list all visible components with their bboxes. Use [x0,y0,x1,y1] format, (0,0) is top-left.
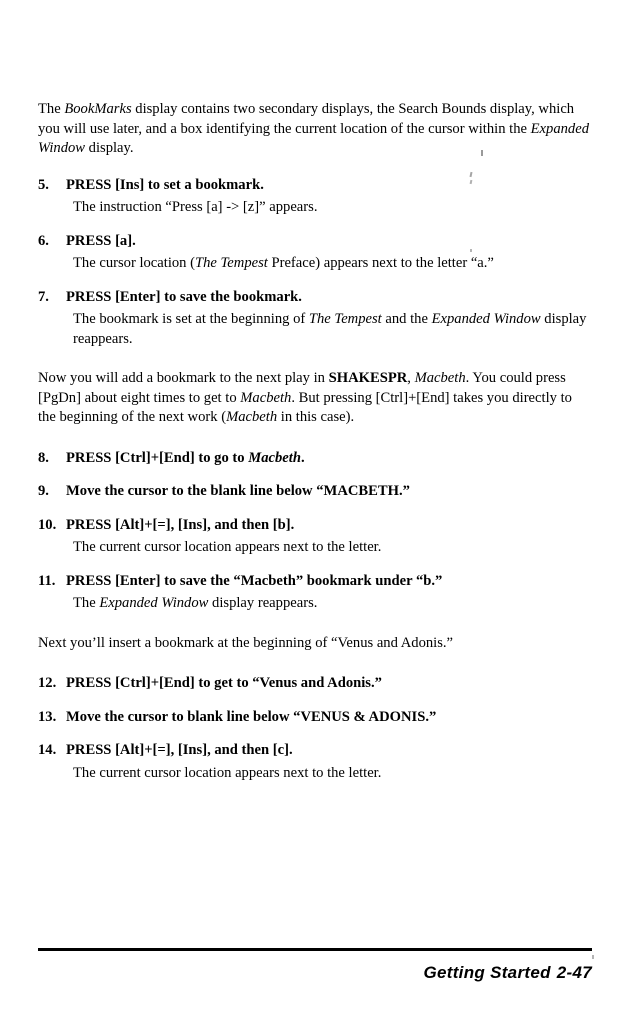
footer-title: Getting Started [423,963,551,982]
intro-seg3: display contains two secondary displays, the Search Bounds display, which you will use later, and a box identifying the current location of the cursor within the [38,101,575,137]
step-10-heading: PRESS [Alt]+[=], [Ins], and then [b]. [66,516,295,533]
mid-seg2-bold: SHAKESPR [328,370,408,386]
mid-seg1: Now you will add a bookmark to the next play in [38,370,329,386]
step-5-number: 5. [38,176,49,193]
step-12-number: 12. [38,675,57,691]
intro-seg2-italic: BookMarks [64,101,132,117]
step-11-body [73,594,592,614]
step-7-heading: PRESS [Enter] to save the bookmark. [66,288,302,305]
step-11-heading-row [38,572,592,592]
step-7-body-seg1: The bookmark is set at the beginning of [73,311,309,327]
step-6-body-seg1: The cursor location ( [73,255,195,271]
step-5-body: The instruction “Press [a] -> [z]” appears. [73,199,318,215]
step-6-body-seg2-italic: The Tempest [194,255,268,271]
step-14 [38,741,592,783]
mid-seg7: . But pressing [Ctrl]+[End] takes you directly to the beginning of the next work ( [38,389,572,425]
step-14-body: The current cursor location appears next to the letter. [73,764,382,781]
step-8-number: 8. [38,449,49,466]
step-6-heading: PRESS [a]. [66,232,136,249]
step-13 [38,708,592,728]
step-8-heading-row [38,449,592,469]
step-5 [38,176,592,218]
step-5-heading-row [38,176,592,196]
step-8-heading-seg2-italic: Macbeth [248,449,301,466]
step-14-heading: PRESS [Alt]+[=], [Ins], and then [c]. [66,742,293,758]
step-6-number: 6. [38,232,49,249]
mid-seg9: in this case). [277,409,355,425]
step-7 [38,288,592,350]
step-8-heading-seg1: PRESS [Ctrl]+[End] to go to [66,449,249,466]
step-9-heading-row [38,482,592,502]
step-7-heading-row [38,288,592,308]
spacer [38,440,592,449]
footer-divider [38,948,592,951]
step-6 [38,232,592,274]
mid-seg8-italic: Macbeth [226,409,278,425]
step-12-heading-row [38,674,592,694]
step-11-heading: PRESS [Enter] to save the “Macbeth” bookmark under “b.” [66,572,443,589]
intro-seg1: The [38,101,65,117]
step-7-body-seg3: and the [381,311,432,327]
page-footer [423,963,592,983]
scan-artifact [470,249,472,252]
spacer-2 [38,665,592,674]
step-7-body-seg4-italic: Expanded Window [431,311,541,327]
step-13-number: 13. [38,708,57,725]
step-7-number: 7. [38,288,49,305]
step-10-body: The current cursor location appears next to the letter. [73,539,382,555]
step-14-number: 14. [38,742,57,758]
step-8 [38,449,592,469]
step-6-heading-row [38,232,592,252]
step-10-heading-row [38,516,592,536]
step-11-number: 11. [38,572,56,589]
step-9-heading: Move the cursor to the blank line below “MACBETH.” [66,483,410,499]
step-11-body-seg3: display reappears. [208,595,318,611]
scan-artifact [481,150,483,156]
step-11-body-seg1: The [73,595,100,611]
step-7-body-seg2-italic: The Tempest [308,311,382,327]
intro-seg4-italic: Expanded Window [38,120,589,156]
step-13-heading-row [38,708,592,728]
step-7-body [73,310,592,349]
step-12 [38,674,592,694]
step-8-heading-seg3: . [300,449,305,466]
mid-seg3: , [407,370,415,386]
step-12-heading: PRESS [Ctrl]+[End] to get to “Venus and Adonis.” [66,675,382,691]
mid-seg5: . You could press [PgDn] about eight times to get to [38,370,566,406]
intro-seg5: display. [85,140,134,156]
scan-artifact [592,955,594,959]
step-11-body-seg2-italic: Expanded Window [99,595,209,611]
step-10-number: 10. [38,516,57,533]
step-7-body-seg5: display reappears. [73,311,587,347]
mid-seg4-italic: Macbeth [414,370,466,386]
intro-paragraph [38,100,592,159]
closing-paragraph: Next you’ll insert a bookmark at the beginning of “Venus and Adonis.” [38,634,454,651]
footer-page-number: 2-47 [556,963,592,982]
step-9-number: 9. [38,483,49,499]
step-8-heading [66,449,592,469]
step-6-body-seg3: Preface) appears next to the letter “a.” [267,255,494,271]
step-5-heading: PRESS [Ins] to set a bookmark. [66,176,264,193]
middle-paragraph [38,369,592,428]
step-11 [38,572,592,614]
step-14-heading-row [38,741,592,761]
step-9 [38,482,592,502]
step-10 [38,516,592,558]
step-6-body [73,254,592,274]
mid-seg6-italic: Macbeth [240,389,292,406]
step-13-heading: Move the cursor to blank line below “VENUS & ADONIS.” [66,708,437,725]
